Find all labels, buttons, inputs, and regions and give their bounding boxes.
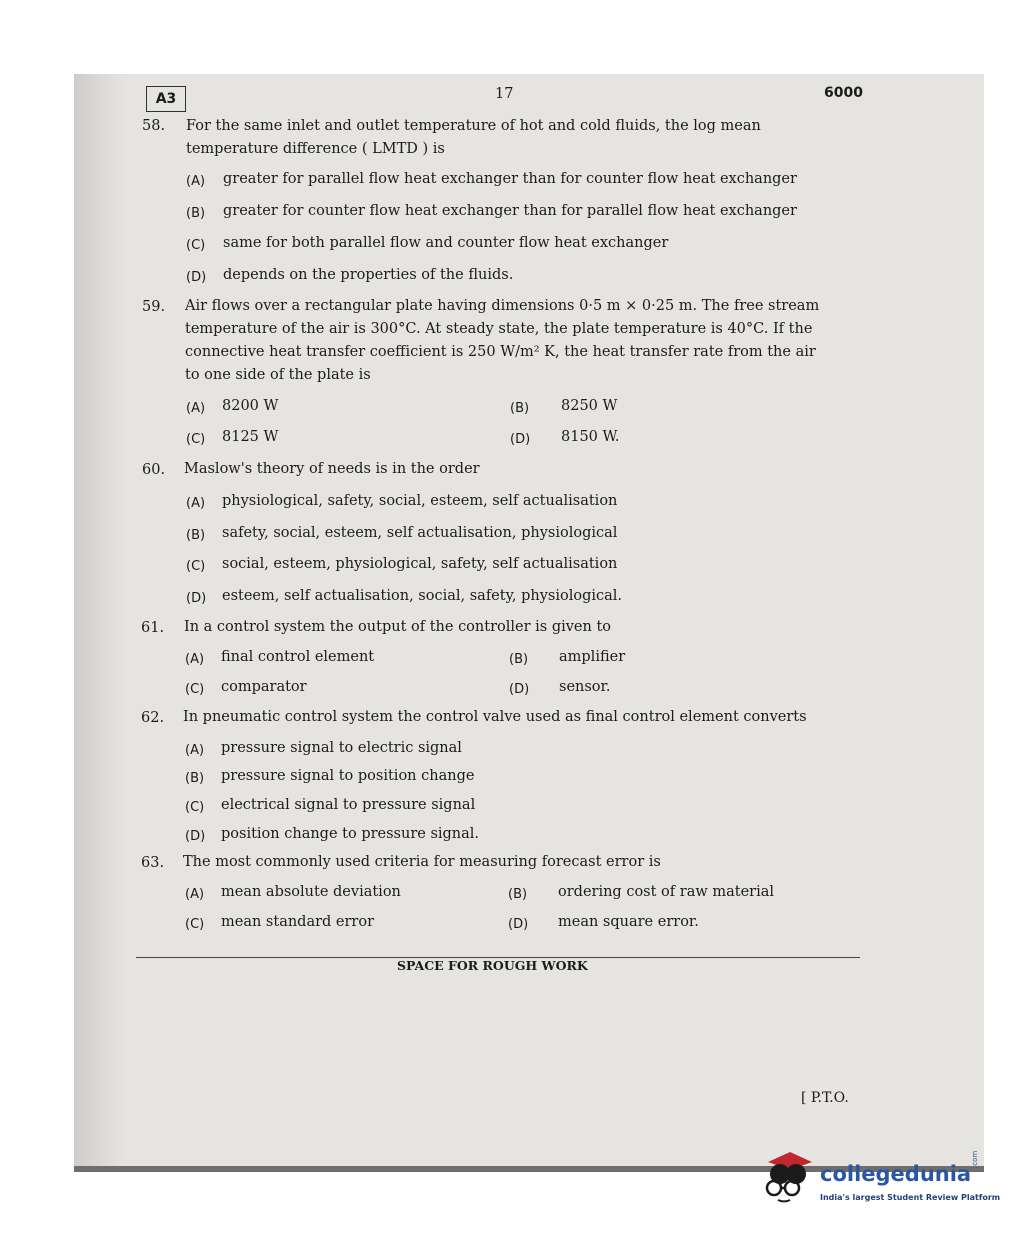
booklet-code-box: A3 [146,86,186,112]
option-letter: (C) [186,559,206,574]
option-text: physiological, safety, social, esteem, self actualisation [222,493,618,509]
brand-suffix: .com [971,1150,979,1168]
option-letter: (B) [186,528,206,543]
option-letter: (C) [185,800,205,815]
pto-label: [ P.T.O. [801,1090,849,1106]
option-text: same for both parallel flow and counter flow heat exchanger [223,235,669,251]
option-text: 8125 W [222,429,279,445]
option-text: final control element [221,649,375,665]
question-number: 59. [142,299,166,315]
option-text: mean absolute deviation [221,884,401,900]
option-letter: (C) [185,917,205,932]
option-text: mean square error. [558,914,699,930]
option-letter: (B) [185,771,205,786]
rough-work-label: SPACE FOR ROUGH WORK [397,958,588,973]
brand-tagline: India's largest Student Review Platform [820,1193,1001,1202]
paper-binding-shade [74,74,124,1170]
option-letter: (D) [186,270,207,285]
option-text: esteem, self actualisation, social, safety, physiological. [222,588,622,604]
question-number: 62. [141,710,165,726]
option-text: 8150 W. [561,429,620,445]
option-letter: (B) [508,887,528,902]
option-text: greater for counter flow heat exchanger than for parallel flow heat exchanger [223,203,797,219]
option-letter: (B) [510,401,530,416]
option-text: electrical signal to pressure signal [221,797,476,813]
option-text: pressure signal to electric signal [221,740,462,756]
option-text: sensor. [559,679,611,695]
option-letter: (A) [185,887,205,902]
option-text: greater for parallel flow heat exchanger than for counter flow heat exchanger [223,171,797,187]
question-text: The most commonly used criteria for measuring forecast error is [183,854,661,870]
option-text: 8200 W [222,398,279,414]
option-text: mean standard error [221,914,375,930]
paper-code: 6000 [824,85,863,101]
option-text: position change to pressure signal. [221,826,480,842]
question-text: Maslow's theory of needs is in the order [184,461,480,477]
option-text: 8250 W [561,398,618,414]
option-letter: (A) [186,496,206,511]
option-text: depends on the properties of the fluids. [223,267,514,283]
page-number: 17 [495,86,514,102]
question-text: In pneumatic control system the control valve used as final control element converts [183,709,807,725]
question-number: 61. [141,620,165,636]
option-text: comparator [221,679,307,695]
option-letter: (A) [185,743,205,758]
option-text: ordering cost of raw material [558,884,775,900]
question-text: Air flows over a rectangular plate having dimensions 0·5 m × 0·25 m. The free stream temperature of the air is 300°C. At steady state, the plate temperature is 40°C. If the connective heat transfer coefficient is 250 W/m² K, the heat transfer rate from the air to one side of the plate is [185,298,820,383]
option-text: pressure signal to position change [221,768,475,784]
option-letter: (D) [510,432,531,447]
option-text: amplifier [559,649,626,665]
option-letter: (C) [186,432,206,447]
option-letter: (A) [186,401,206,416]
collegedunia-logo-icon [760,1148,820,1204]
question-number: 60. [142,462,166,478]
question-number: 63. [141,855,165,871]
brand-name: collegedunia [820,1162,972,1186]
option-letter: (A) [185,652,205,667]
option-letter: (D) [508,917,529,932]
question-text: For the same inlet and outlet temperature of hot and cold fluids, the log mean temperature difference ( LMTD ) is [186,118,761,157]
question-number: 58. [142,118,166,134]
option-letter: (C) [185,682,205,697]
option-letter: (C) [186,238,206,253]
option-letter: (D) [186,591,207,606]
option-letter: (B) [509,652,529,667]
option-letter: (D) [185,829,206,844]
option-text: safety, social, esteem, self actualisation, physiological [222,525,618,541]
option-text: social, esteem, physiological, safety, self actualisation [222,556,618,572]
question-text: In a control system the output of the controller is given to [184,619,612,635]
option-letter: (D) [509,682,530,697]
option-letter: (B) [186,206,206,221]
option-letter: (A) [186,174,206,189]
